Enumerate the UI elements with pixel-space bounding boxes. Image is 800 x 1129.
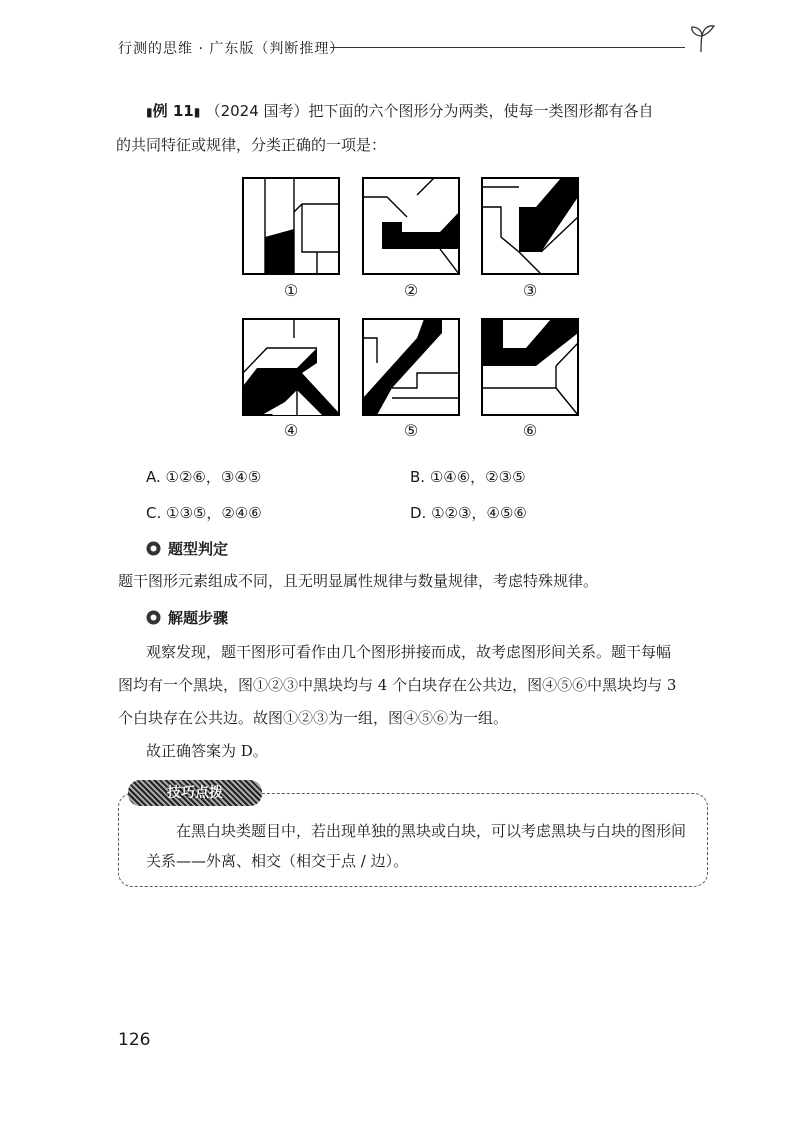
figure-label-5: ⑤ (403, 421, 419, 440)
section-bullet-icon (146, 610, 161, 625)
steps-line-3: 个白块存在公共边。故图①②③为一组，图④⑤⑥为一组。 (118, 709, 509, 727)
option-d[interactable]: D. ①②③，④⑤⑥ (410, 504, 527, 522)
question-line-2: 的共同特征或规律，分类正确的一项是： (116, 136, 387, 154)
figure-5 (362, 318, 460, 416)
figure-label-1: ① (283, 281, 299, 300)
steps-line-1: 观察发现，题干图形可看作由几个图形拼接而成，故考虑图形间关系。题干每幅 (146, 643, 672, 661)
answer-line: 故正确答案为 D。 (146, 742, 268, 760)
steps-line-2: 图均有一个黑块，图①②③中黑块均与 4 个白块存在公共边，图④⑤⑥中黑块均与 3 (118, 676, 677, 694)
tip-line-1: 在黑白块类题目中，若出现单独的黑块或白块，可以考虑黑块与白块的图形间 (176, 822, 687, 840)
figure-label-3: ③ (522, 281, 538, 300)
section-title-type: 题型判定 (168, 540, 229, 558)
figure-label-4: ④ (283, 421, 299, 440)
page-number: 126 (118, 1030, 151, 1050)
section-bullet-icon (146, 541, 161, 556)
figure-6 (481, 318, 579, 416)
figure-label-6: ⑥ (522, 421, 538, 440)
figure-2 (362, 177, 460, 275)
running-header: 行测的思维 · 广东版（判断推理） (118, 41, 345, 57)
section-text-type: 题干图形元素组成不同，且无明显属性规律与数量规律，考虑特殊规律。 (118, 572, 599, 590)
tip-tag: 技巧点拨 (128, 780, 262, 806)
figure-3 (481, 177, 579, 275)
option-a[interactable]: A. ①②⑥，③④⑤ (146, 468, 262, 486)
section-title-steps: 解题步骤 (168, 609, 229, 627)
option-b[interactable]: B. ①④⑥，②③⑤ (410, 468, 526, 486)
figure-1 (242, 177, 340, 275)
header-rule (330, 47, 685, 48)
option-c[interactable]: C. ①③⑤，②④⑥ (146, 504, 262, 522)
sprout-icon (684, 24, 718, 54)
figure-label-2: ② (403, 281, 419, 300)
example-tag: ▮例 11▮ (146, 102, 201, 120)
figure-4 (242, 318, 340, 416)
question-line-1: ▮例 11▮ （2024 国考）把下面的六个图形分为两类，使每一类图形都有各自 (146, 102, 654, 120)
tip-line-2: 关系——外离、相交（相交于点 / 边）。 (146, 852, 409, 870)
